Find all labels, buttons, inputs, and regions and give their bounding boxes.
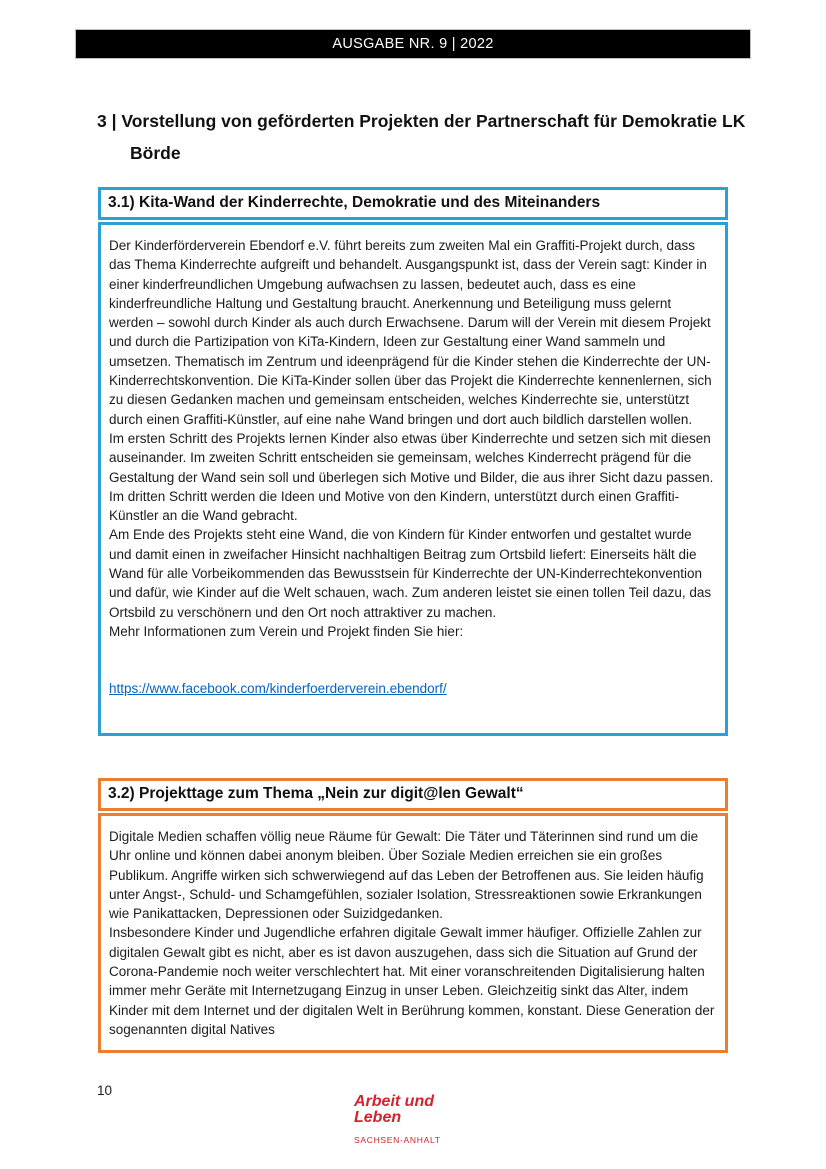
paragraph: Digitale Medien schaffen völlig neue Räume für Gewalt: Die Täter und Täterinnen sind rund um die Uhr online und können dabei anonym bleiben. Über Soziale Medien erreichen sie ein großes Publikum. Angriffe wirken sich schwerwiegend auf das Leben der Betroffenen aus. Sie leiden häufig unter Angst-, Schuld- und Schamgefühlen, sozialer Isolation, Stressreaktionen sowie Erkrankungen wie Panikattacken, Depressionen oder Suizidgedanken. — [109, 829, 704, 922]
paragraph: Im ersten Schritt des Projekts lernen Kinder also etwas über Kinderrechte und setzen sich mit diesen auseinander. Im zweiten Schritt entscheiden sie gemeinsam, welches Kinderrecht prägend für die Gestaltung der Wand sein soll und überlegen sich Motive und Bilder, die aus ihrer Sicht dazu passen. Im dritten Schritt werden die Ideen und Motive von den Kindern, unterstützt durch einen Graffiti-Künstler an die Wand gebracht. — [109, 430, 714, 524]
paragraph: Der Kinderförderverein Ebendorf e.V. führt bereits zum zweiten Mal ein Graffiti-Projekt durch, dass das Thema Kinderrechte aufgreift und behandelt. Ausgangspunkt ist, dass der Verein sagt: Kinder in einer kinderfreundlichen Umgebung aufwachsen zu lassen, bedeutet auch, dass es eine kinderfreundliche Haltung und Gestaltung braucht. Anerkennung und Beteiligung muss gelernt werden – sowohl durch Kinder als auch durch Erwachsene. Darum will der Verein mit diesem Projekt und durch die Partizipation von KiTa-Kindern, Ideen zur Gestaltung einer Wand sammeln und umsetzen. Thematisch im Zentrum und ideenprägend für die Kinder stehen die Kinderrechte der UN-Kinderrechtskonvention. Die KiTa-Kinder sollen über das Projekt die Kinderrechte kennenlernen, sich zu diesen Gedanken machen und gemeinsam entscheiden, welches Kinderrechte sie, unterstützt durch einen Graffiti-Künstler, auf eine nahe Wand bringen und dort auch bildlich darstellen wollen. — [109, 238, 712, 427]
logo-line-1: Arbeit und — [354, 1093, 434, 1110]
issue-header-bar: AUSGABE NR. 9 | 2022 — [75, 29, 751, 59]
paragraph: Mehr Informationen zum Verein und Projekt finden Sie hier: — [109, 623, 464, 639]
section-3-2-body — [98, 813, 728, 1053]
paragraph: Insbesondere Kinder und Jugendliche erfahren digitale Gewalt immer häufiger. Offizielle Zahlen zur digitalen Gewalt gibt es nicht, aber es ist davon auszugehen, dass sich die Situation auf Grund der Corona-Pandemie noch weiter verschlechtert hat. Mit einer voranschreitenden Digitalisierung halten immer mehr Geräte mit Internetzugang Einzug in unser Leben. Gleichzeitig sinkt das Alter, indem Kinder mit dem Internet und der digitalen Welt in Berührung kommen, konstant. Diese Generation der sogenannten digital Natives — [109, 925, 715, 1037]
paragraph: Am Ende des Projekts steht eine Wand, die von Kindern für Kinder entworfen und gestaltet wurde und damit einen in zweifacher Hinsicht nachhaltigen Beitrag zum Ortsbild liefert: Einerseits hält die Wand für alle Vorbeikommenden das Bewusstsein für Kinderrechte der UN-Kinderrechtekonvention und dafür, wie Kinder auf die Welt schauen, wach. Zum anderen leistet sie einen tollen Teil dazu, das Ortsbild zu verschönern und den Ort noch attraktiver zu machen. — [109, 527, 712, 620]
page-number: 10 — [97, 1083, 113, 1098]
arbeit-und-leben-logo — [354, 1094, 441, 1148]
link-paragraph — [109, 679, 717, 698]
logo-region-label: SACHSEN-ANHALT — [354, 1135, 441, 1145]
section-3-1-title: 3.1) Kita-Wand der Kinderrechte, Demokratie und des Miteinanders — [98, 187, 728, 220]
page-title: 3 | Vorstellung von geförderten Projekten der Partnerschaft für Demokratie LK Börde — [97, 110, 746, 163]
section-3-1-body — [98, 222, 728, 736]
section-3-2-title: 3.2) Projekttage zum Thema „Nein zur digit@len Gewalt“ — [98, 778, 728, 811]
logo-line-2: Leben — [354, 1109, 402, 1126]
facebook-link[interactable]: https://www.facebook.com/kinderfoerderverein.ebendorf/ — [109, 681, 447, 697]
